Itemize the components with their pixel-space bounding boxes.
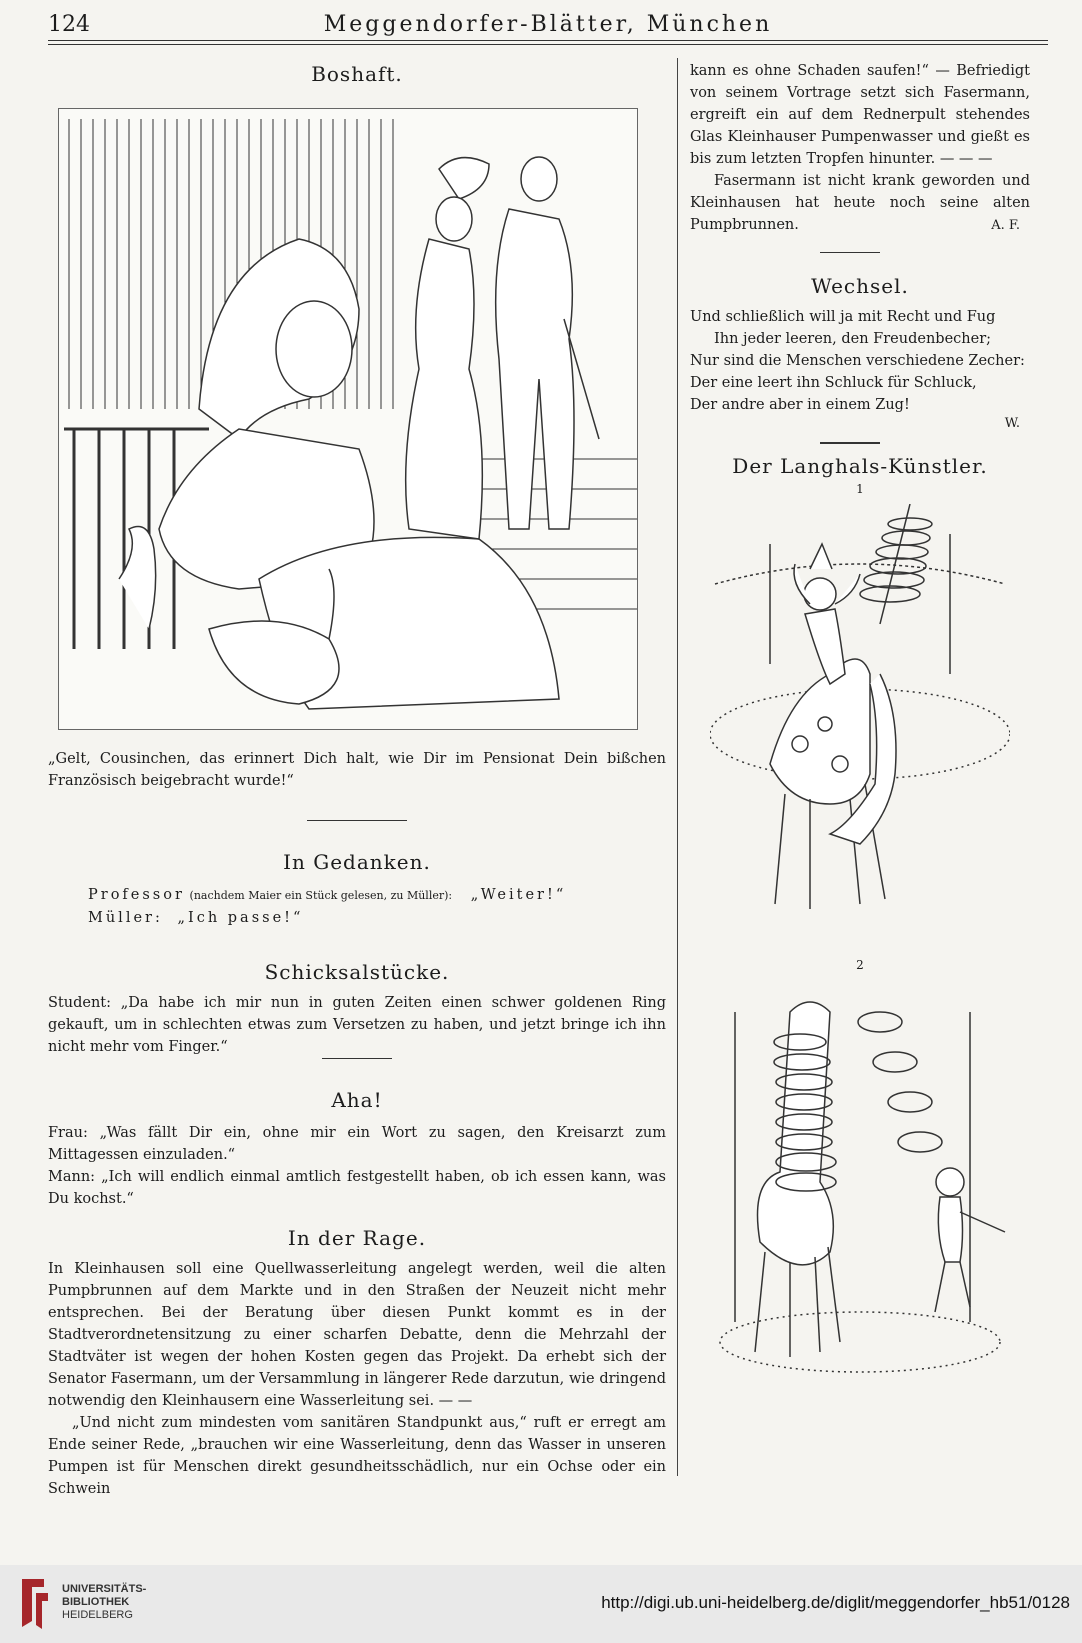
- line-professor: [88, 884, 666, 907]
- ornament-divider: [307, 816, 407, 826]
- poem-line: Der andre aber in einem Zug!: [690, 397, 910, 413]
- divider-rule-right: [820, 252, 880, 262]
- illustration-giraffe-1: [710, 504, 1010, 924]
- dialogue-gedanken: [88, 884, 666, 929]
- panel-label-1: 1: [856, 482, 864, 496]
- signature-w: W.: [1004, 416, 1020, 431]
- text-rage-cont: kann es ohne Schaden saufen!“ — Befriedigt von seinem Vortrage setzt sich Fasermann, ergreift ein auf dem Rednerpult stehendes Glas Kleinhauser Pumpenwasser und gießt es bis zum letzten Tropfen hinunter. — — —: [690, 63, 1030, 167]
- title-schicksal: Schicksalstücke.: [264, 960, 450, 984]
- ring-stack-1: [860, 504, 932, 624]
- library-line: HEIDELBERG: [62, 1609, 133, 1621]
- title-gedanken: In Gedanken.: [283, 850, 431, 874]
- speech-passe: „Ich passe!“: [177, 910, 304, 926]
- title-aha: Aha!: [331, 1088, 383, 1112]
- page-header: [48, 8, 1048, 42]
- drawing-giraffe-with-rings: [710, 982, 1010, 1382]
- caption-boshaft: „Gelt, Cousinchen, das erinnert Dich halt, wie Dir im Pensionat Dein bißchen Französisch beigebracht wurde!“: [48, 751, 666, 789]
- text-aha-frau: Frau: „Was fällt Dir ein, ohne mir ein Wort zu sagen, den Kreisarzt zum Mittagessen einzuladen.“: [48, 1125, 666, 1163]
- elegant-couple: [406, 157, 599, 539]
- title-boshaft: Boshaft.: [311, 62, 403, 86]
- giraffe-2: [755, 1002, 840, 1357]
- speech-weiter: „Weiter!“: [470, 887, 567, 903]
- title-rage: In der Rage.: [287, 1226, 427, 1250]
- library-name: [62, 1583, 146, 1622]
- title-wechsel: Wechsel.: [811, 274, 909, 298]
- text-rage-para1: In Kleinhausen soll eine Quellwasserleitung angelegt werden, weil die alten Pumpbrunnen auf dem Markte und in den Straßen der Neuzeit nicht mehr entsprechen. Bei der Beratung über diesen Punkt kommt es in der Stadtverordnetensitzung zu einer scharfen Debatte, denn die Mehrzahl der Stadtväter ist wegen der hohen Kosten gegen das Projekt. Da erhebt sich der Senator Fasermann, um der Versammlung in längerer Rede darzutun, wie dringend notwendig den Kleinhausern eine Wasserleitung sei. — —: [48, 1261, 666, 1409]
- poem-line: Und schließlich will ja mit Recht und Fug: [690, 309, 996, 325]
- speaker-mueller: Müller:: [88, 910, 163, 926]
- poem-wechsel: [690, 306, 1030, 416]
- title-langhals: Der Langhals-Künstler.: [732, 454, 988, 478]
- signature-af: A. F.: [991, 218, 1020, 233]
- column-rule: [677, 58, 678, 1476]
- speaker-professor: Professor: [88, 887, 185, 903]
- university-library-logo: [14, 1573, 54, 1633]
- text-rage-para2: „Und nicht zum mindesten vom sanitären Standpunkt aus,“ ruft er erregt am Ende seiner Rede, „brauchen wir eine Wasserleitung, denn das Wasser in unseren Pumpen ist für Menschen direkt gesundheitsschädlich, nur ein Ochse oder ein Schwein: [48, 1415, 666, 1497]
- panel-label-2: 2: [856, 958, 864, 972]
- permalink-url[interactable]: http://digi.ub.uni-heidelberg.de/diglit/meggendorfer_hb51/0128: [601, 1593, 1070, 1612]
- text-rage-end: Fasermann ist nicht krank geworden und Kleinhausen hat heute noch seine alten Pumpbrunnen.: [690, 173, 1030, 233]
- library-line: BIBLIOTHEK: [62, 1596, 130, 1608]
- engraving-woman-plucking-goose: [59, 109, 637, 729]
- viewer-footer: [0, 1565, 1082, 1643]
- text-aha-mann: Mann: „Ich will endlich einmal amtlich festgestellt haben, ob ich essen kann, was Du kochst.“: [48, 1169, 666, 1207]
- illustration-boshaft: [58, 108, 638, 730]
- stage-direction: (nachdem Maier ein Stück gelesen, zu Müller):: [189, 889, 453, 902]
- line-mueller: [88, 907, 666, 929]
- poem-line: Nur sind die Menschen verschiedene Zecher:: [690, 353, 1025, 369]
- header-rule: [48, 40, 1048, 41]
- library-line: UNIVERSITÄTS-: [62, 1583, 147, 1595]
- divider-rule: [322, 1058, 392, 1068]
- divider-rule-bold: [820, 442, 880, 452]
- poem-line: Der eine leert ihn Schluck für Schluck,: [690, 375, 977, 391]
- magazine-title: Meggendorfer-Blätter, München: [323, 12, 773, 37]
- giraffe-1: [770, 659, 896, 909]
- flying-rings: [858, 1012, 942, 1152]
- text-schicksal: Student: „Da habe ich mir nun in guten Zeiten einen schwer goldenen Ring gekauft, um in schlechten etwas zum Versetzen zu haben, und jetzt bringe ich ihn nicht mehr vom Finger.“: [48, 995, 666, 1055]
- page-number: 124: [48, 12, 90, 37]
- illustration-giraffe-2: [710, 982, 1010, 1382]
- poem-line: Ihn jeder leeren, den Freudenbecher;: [714, 331, 992, 347]
- drawing-clown-on-giraffe: [710, 504, 1010, 924]
- header-rule-2: [48, 44, 1048, 45]
